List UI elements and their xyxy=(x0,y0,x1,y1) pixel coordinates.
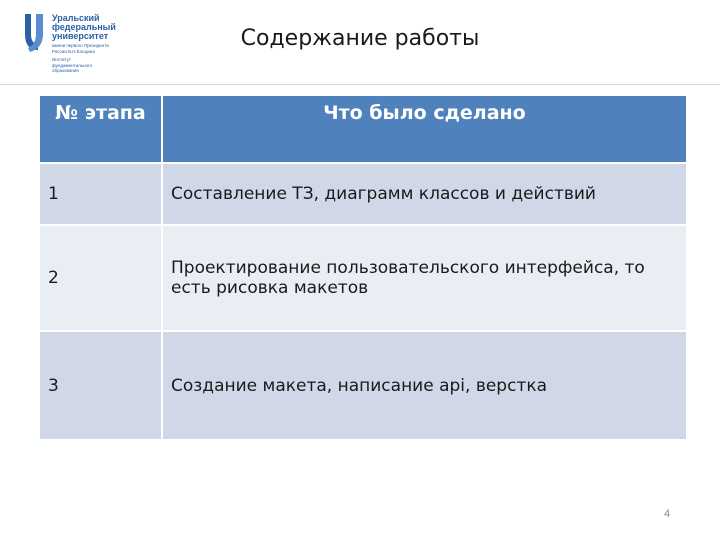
table-row xyxy=(40,225,686,331)
logo-subtitle-line-1: имени первого Президента xyxy=(52,43,109,48)
university-logo xyxy=(22,12,132,78)
slide-title: Содержание работы xyxy=(240,26,480,51)
table-row xyxy=(40,331,686,439)
logo-title-line-2: федеральный xyxy=(52,22,116,32)
logo-institute-line-1: Институт xyxy=(52,57,71,62)
table-row xyxy=(40,163,686,225)
logo-institute-line-3: образования xyxy=(52,68,79,73)
stages-table xyxy=(40,96,686,439)
stage-number-cell: 1 xyxy=(40,163,162,225)
logo-title-line-1: Уральский xyxy=(52,13,100,23)
header-stage-number: № этапа xyxy=(40,96,162,163)
page-number: 4 xyxy=(664,508,671,520)
logo-institute-line-2: фундаментального xyxy=(52,62,93,68)
stage-number-cell: 2 xyxy=(40,225,162,331)
logo-subtitle-line-2: России Б.Н.Ельцина xyxy=(52,48,95,54)
table-header-row xyxy=(40,96,686,163)
stage-description-cell: Составление ТЗ, диаграмм классов и действий xyxy=(162,163,686,225)
header-what-was-done: Что было сделано xyxy=(162,96,686,163)
urfu-logo-icon xyxy=(22,12,48,54)
title-divider xyxy=(0,84,720,85)
logo-title-line-3: университет xyxy=(52,31,109,41)
stage-description-cell: Создание макета, написание api, верстка xyxy=(162,331,686,439)
stage-number-cell: 3 xyxy=(40,331,162,439)
logo-text xyxy=(52,14,134,74)
stage-description-cell: Проектирование пользовательского интерфейса, то есть рисовка макетов xyxy=(162,225,686,331)
